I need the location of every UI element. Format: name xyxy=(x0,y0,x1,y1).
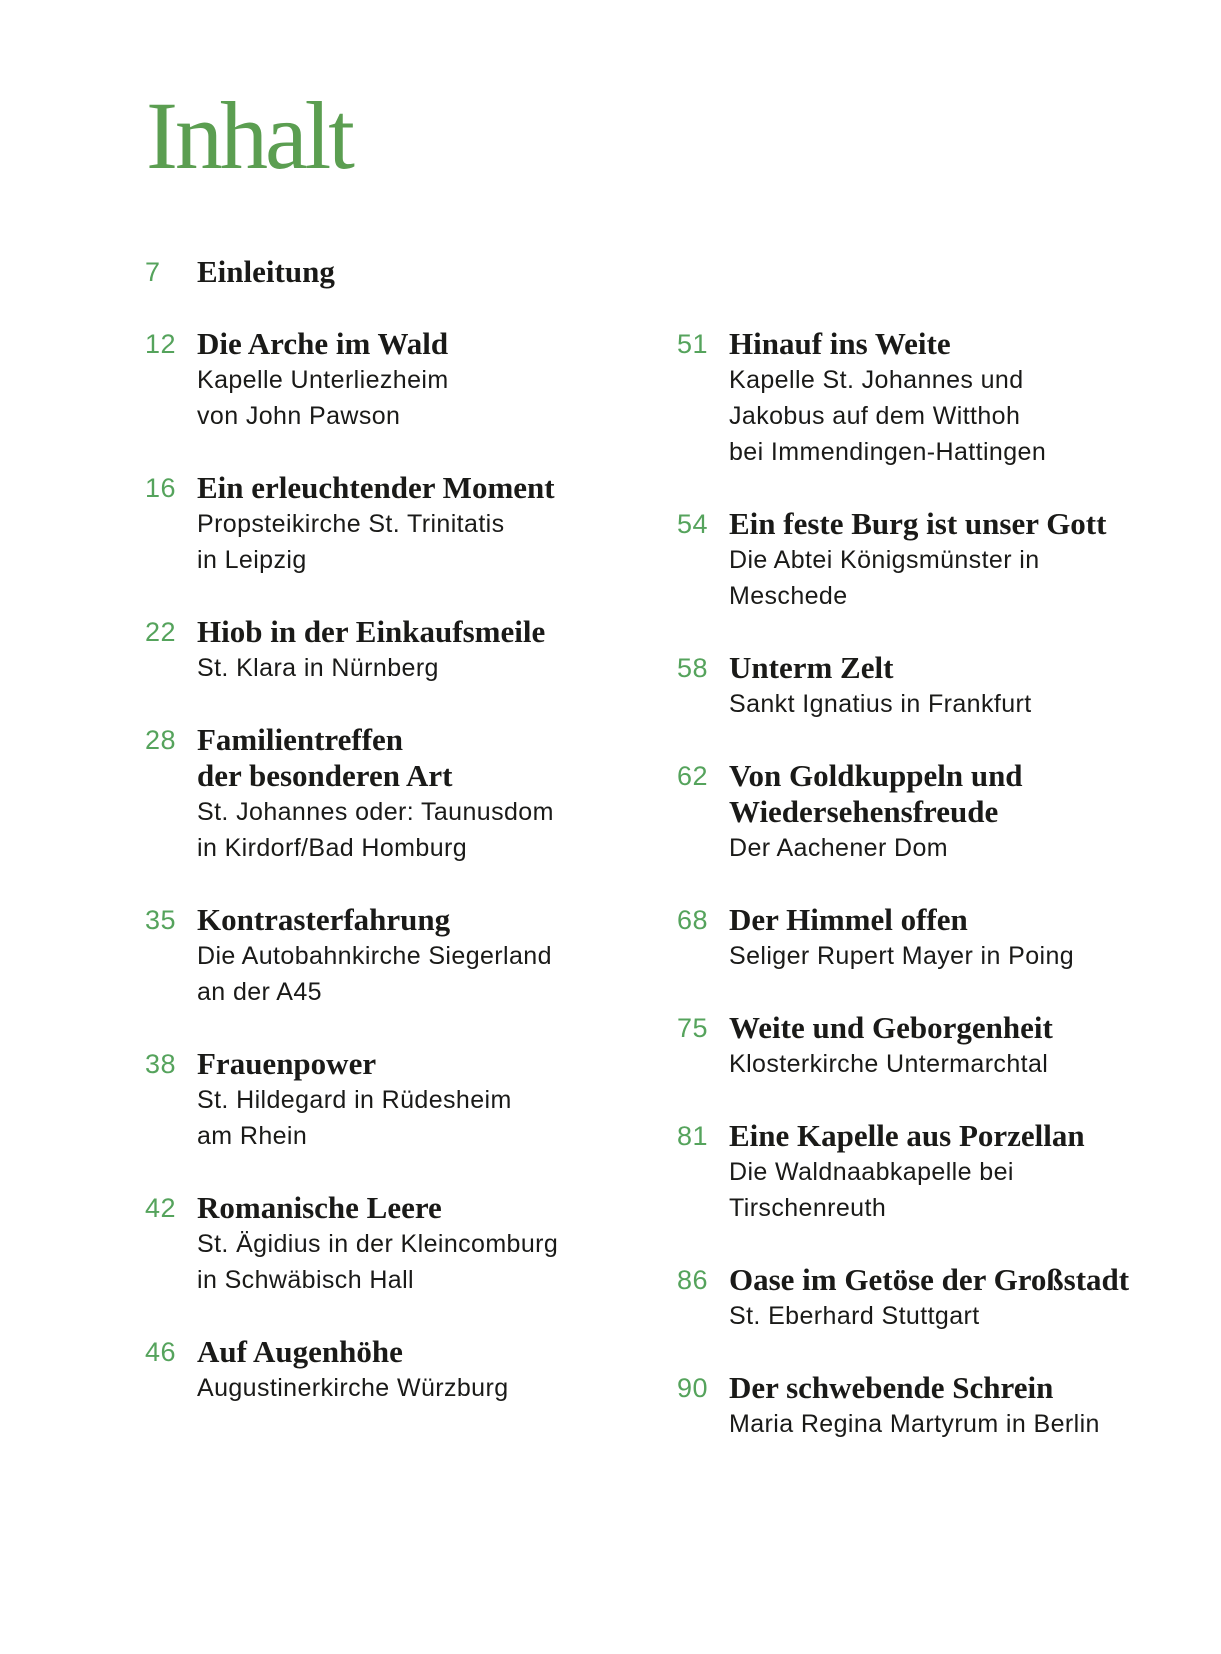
toc-entry-subtitle: Augustinerkirche Würzburg xyxy=(197,1374,509,1402)
toc-entry-title: Hinauf ins Weite xyxy=(729,326,951,361)
toc-page-number: 7 xyxy=(145,257,161,287)
toc-entry-text xyxy=(197,254,640,290)
toc-page-number: 58 xyxy=(677,653,709,683)
toc-entry-subtitle: von John Pawson xyxy=(197,402,401,430)
toc-entry-subtitle: bei Immendingen-Hattingen xyxy=(729,438,1047,466)
toc-entry-text xyxy=(729,1262,1182,1334)
toc-entry-subtitle: Kapelle St. Johannes und xyxy=(729,366,1024,394)
toc-entry-text xyxy=(197,1046,640,1154)
toc-page-number: 42 xyxy=(145,1193,177,1223)
toc-entry-text xyxy=(729,1010,1182,1082)
page-title: Inhalt xyxy=(146,82,352,189)
toc-entry-title: Hiob in der Einkaufsmeile xyxy=(197,614,546,649)
toc-entry xyxy=(145,722,640,866)
toc-entry-subtitle: St. Johannes oder: Taunusdom xyxy=(197,798,554,826)
toc-entry-title: Der schwebende Schrein xyxy=(729,1370,1054,1405)
toc-entry xyxy=(677,650,1182,722)
toc-entry xyxy=(677,1262,1182,1334)
toc-column-left xyxy=(145,254,640,1442)
toc-entry-text xyxy=(729,1118,1182,1226)
toc-entry-title: Unterm Zelt xyxy=(729,650,894,685)
toc-page-number: 38 xyxy=(145,1049,177,1079)
toc-entry-text xyxy=(197,614,640,686)
toc-entry-title: der besonderen Art xyxy=(197,758,453,793)
toc-entry-text xyxy=(729,1370,1182,1442)
toc-entry-text xyxy=(197,1334,640,1406)
toc-entry-text xyxy=(729,758,1182,866)
toc-entry-title: Ein feste Burg ist unser Gott xyxy=(729,506,1107,541)
toc-entry-subtitle: Maria Regina Martyrum in Berlin xyxy=(729,1410,1100,1438)
toc-page-number: 46 xyxy=(145,1337,177,1367)
toc-entry-subtitle: an der A45 xyxy=(197,978,322,1006)
toc-entry xyxy=(677,1010,1182,1082)
toc-entry-subtitle: St. Klara in Nürnberg xyxy=(197,654,439,682)
toc-entry-subtitle: Klosterkirche Untermarchtal xyxy=(729,1050,1049,1078)
toc-entry-text xyxy=(729,326,1182,470)
toc-entry-subtitle: Der Aachener Dom xyxy=(729,834,948,862)
toc-page-number: 62 xyxy=(677,761,709,791)
toc-entry-text xyxy=(197,326,640,434)
toc-page-number: 54 xyxy=(677,509,709,539)
toc-entry xyxy=(145,470,640,578)
toc-entry xyxy=(145,902,640,1010)
toc-page-number: 22 xyxy=(145,617,177,647)
toc-entry-text xyxy=(197,902,640,1010)
toc-entry-title: Einleitung xyxy=(197,254,335,289)
toc-entry-subtitle: in Leipzig xyxy=(197,546,307,574)
toc-entry-subtitle: Jakobus auf dem Witthoh xyxy=(729,402,1021,430)
toc-entry xyxy=(677,902,1182,974)
toc-page-number: 51 xyxy=(677,329,709,359)
toc-entry xyxy=(145,614,640,686)
toc-entry-subtitle: Kapelle Unterliezheim xyxy=(197,366,449,394)
toc-entry xyxy=(145,1334,640,1406)
toc-entry-subtitle: St. Ägidius in der Kleincomburg xyxy=(197,1230,559,1258)
toc-page-number: 81 xyxy=(677,1121,709,1151)
toc-column-right xyxy=(677,326,1182,1478)
toc-entry-subtitle: in Schwäbisch Hall xyxy=(197,1266,415,1294)
toc-entry-title: Weite und Geborgenheit xyxy=(729,1010,1053,1045)
toc-entry-title: Der Himmel offen xyxy=(729,902,968,937)
toc-page-number: 86 xyxy=(677,1265,709,1295)
toc-entry-title: Romanische Leere xyxy=(197,1190,442,1225)
toc-entry xyxy=(677,506,1182,614)
toc-entry-subtitle: St. Hildegard in Rüdesheim xyxy=(197,1086,512,1114)
toc-page-number: 16 xyxy=(145,473,177,503)
toc-entry-title: Oase im Getöse der Großstadt xyxy=(729,1262,1130,1297)
toc-entry-text xyxy=(729,650,1182,722)
toc-entry xyxy=(145,326,640,434)
toc-entry-subtitle: Die Abtei Königsmünster in xyxy=(729,546,1040,574)
toc-entry-text xyxy=(729,902,1182,974)
toc-entry-subtitle: Seliger Rupert Mayer in Poing xyxy=(729,942,1075,970)
toc-entry-text xyxy=(729,506,1182,614)
toc-entry-title: Frauenpower xyxy=(197,1046,377,1081)
toc-page-number: 75 xyxy=(677,1013,709,1043)
toc-entry xyxy=(677,1370,1182,1442)
toc-page-number: 90 xyxy=(677,1373,709,1403)
toc-entry-subtitle: Tirschenreuth xyxy=(729,1194,887,1222)
toc-page-number: 28 xyxy=(145,725,177,755)
toc-page-number: 35 xyxy=(145,905,177,935)
toc-entry xyxy=(677,326,1182,470)
toc-entry xyxy=(145,1190,640,1298)
toc-entry-subtitle: Meschede xyxy=(729,582,848,610)
toc-entry-text xyxy=(197,722,640,866)
toc-entry-subtitle: Die Autobahnkirche Siegerland xyxy=(197,942,552,970)
toc-entry-title: Ein erleuchtender Moment xyxy=(197,470,555,505)
toc-entry-title: Von Goldkuppeln und xyxy=(729,758,1023,793)
toc-entry-subtitle: am Rhein xyxy=(197,1122,308,1150)
toc-entry-text xyxy=(197,470,640,578)
toc-page-number: 68 xyxy=(677,905,709,935)
toc-entry-subtitle: in Kirdorf/Bad Homburg xyxy=(197,834,468,862)
toc-entry-subtitle: Sankt Ignatius in Frankfurt xyxy=(729,690,1032,718)
toc-entry-title: Die Arche im Wald xyxy=(197,326,449,361)
toc-entry xyxy=(145,1046,640,1154)
toc-entry-title: Auf Augenhöhe xyxy=(197,1334,403,1369)
toc-page-number: 12 xyxy=(145,329,177,359)
toc-entry-subtitle: St. Eberhard Stuttgart xyxy=(729,1302,980,1330)
toc-entry xyxy=(677,758,1182,866)
toc-entry-title: Familientreffen xyxy=(197,722,404,757)
toc-entry-title: Kontrasterfahrung xyxy=(197,902,451,937)
toc-entry-title: Eine Kapelle aus Porzellan xyxy=(729,1118,1085,1153)
toc-entry-title: Wiedersehensfreude xyxy=(729,794,999,829)
toc-entry xyxy=(145,254,640,290)
toc-entry-subtitle: Propsteikirche St. Trinitatis xyxy=(197,510,505,538)
toc-entry xyxy=(677,1118,1182,1226)
toc-entry-text xyxy=(197,1190,640,1298)
toc-entry-subtitle: Die Waldnaabkapelle bei xyxy=(729,1158,1014,1186)
